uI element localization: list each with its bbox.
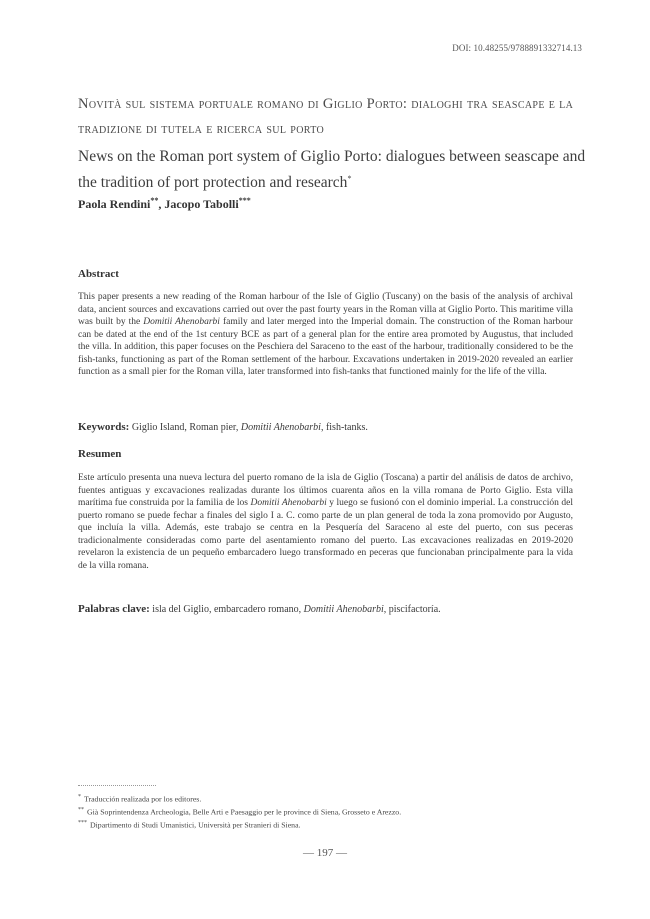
resumen-text bbox=[78, 472, 573, 572]
resumen-text-part: Este artículo presenta una nueva lectura del puerto romano de la isla de Giglio (Toscana) a partir del análisis de datos de archivo, fuentes antiguas y excavaciones realizadas durante los últimos cuarenta años en la villa romana de Porto Giglio. Esta villa marítima fue construida por la familia de los bbox=[78, 473, 573, 508]
footnote-text: Dipartimento di Studi Umanistici, Università per Stranieri di Siena. bbox=[90, 820, 301, 830]
palabras-clave-text: isla del Giglio, embarcadero romano, bbox=[149, 604, 304, 615]
footnote-mark: * bbox=[78, 794, 81, 800]
page-number: — 197 — bbox=[303, 847, 347, 859]
palabras-clave bbox=[78, 603, 573, 615]
footnote-divider bbox=[78, 785, 156, 786]
author-note-mark: ** bbox=[150, 196, 159, 205]
palabras-clave-text: , piscifactoría. bbox=[383, 604, 441, 615]
abstract-italic: Domitii Ahenobarbi bbox=[143, 317, 220, 327]
doi: DOI: 10.48255/9788891332714.13 bbox=[452, 43, 582, 53]
abstract-text-part: This paper presents a new reading of the Roman harbour of the Isle of Giglio (Tuscany) on the basis of the analysis of archival data, ancient sources and excavations carried out over the past fourty years in the Roman villa at Giglio Porto. This maritime villa was built by the bbox=[78, 292, 573, 327]
keywords bbox=[78, 421, 573, 433]
title-english bbox=[78, 146, 588, 194]
footnote-mark: *** bbox=[78, 820, 87, 826]
author-note-mark: *** bbox=[238, 196, 251, 205]
authors: Paola Rendini**, Jacopo Tabolli*** bbox=[78, 196, 251, 211]
resumen-text-part: y luego se fusionó con el dominio imperial. La construcción del puerto romano se puede fechar a finales del siglo I a. C. como parte de un plan general de toda la zona promovido por Augusto, que incluía la villa. Además, este trabajo se centra en la Pesquería del Saraceno al este del puerto, con sus peceras tradicionalmente consideradas como parte del asentamiento romano del puerto. Las excavaciones realizadas en 2019-2020 revelaron la existencia de un pequeño embarcadero luego transformado en peceras que funcionaban principalmente para la vida de la villa romana. bbox=[78, 498, 573, 571]
author-name: Jacopo Tabolli bbox=[164, 197, 239, 211]
author-name: Paola Rendini bbox=[78, 197, 151, 211]
title-english-text: News on the Roman port system of Giglio Porto: dialogues between seascape and the tradition of port protection and research bbox=[78, 148, 586, 192]
resumen-heading: Resumen bbox=[78, 448, 122, 460]
palabras-clave-italic: Domitii Ahenobarbi bbox=[303, 604, 384, 615]
footnote bbox=[78, 794, 201, 804]
resumen-italic: Domitii Ahenobarbi bbox=[250, 498, 327, 508]
footnote bbox=[78, 820, 300, 830]
abstract-heading: Abstract bbox=[78, 268, 119, 280]
keywords-text: Giglio Island, Roman pier, bbox=[129, 422, 241, 433]
keywords-text: , fish-tanks. bbox=[320, 422, 368, 433]
footnote-text: Traducción realizada por los editores. bbox=[84, 794, 202, 804]
abstract-text bbox=[78, 291, 573, 379]
title-note-mark: * bbox=[347, 174, 352, 183]
keywords-label: Keywords: bbox=[78, 421, 130, 433]
abstract-text-part: family and later merged into the Imperial domain. The construction of the Roman harbour can be dated at the end of the 1st century BCE as part of a general plan for the entire area promoted by Augustus, that included the villa. In addition, this paper focuses on the Peschiera del Saraceno to the east of the harbour, traditionally considered to be the fish-tanks, functioning as part of the Roman settlement of the harbour. Excavations undertaken in 2019-2020 revealed an earlier function as a small pier for the Roman villa, later transformed into fish-tanks that functioned mainly for the life of the villa. bbox=[78, 317, 573, 377]
title-italian: Novità sul sistema portuale romano di Giglio Porto: dialoghi tra seascape e la tradizione di tutela e ricerca sul porto bbox=[78, 96, 574, 137]
keywords-italic: Domitii Ahenobarbi bbox=[240, 422, 321, 433]
footnote-mark: ** bbox=[78, 807, 84, 813]
palabras-clave-label: Palabras clave: bbox=[78, 603, 150, 615]
footnote bbox=[78, 807, 401, 817]
footnote-text: Già Soprintendenza Archeologia, Belle Arti e Paesaggio per le province di Siena, Grosseto e Arezzo. bbox=[87, 807, 402, 817]
